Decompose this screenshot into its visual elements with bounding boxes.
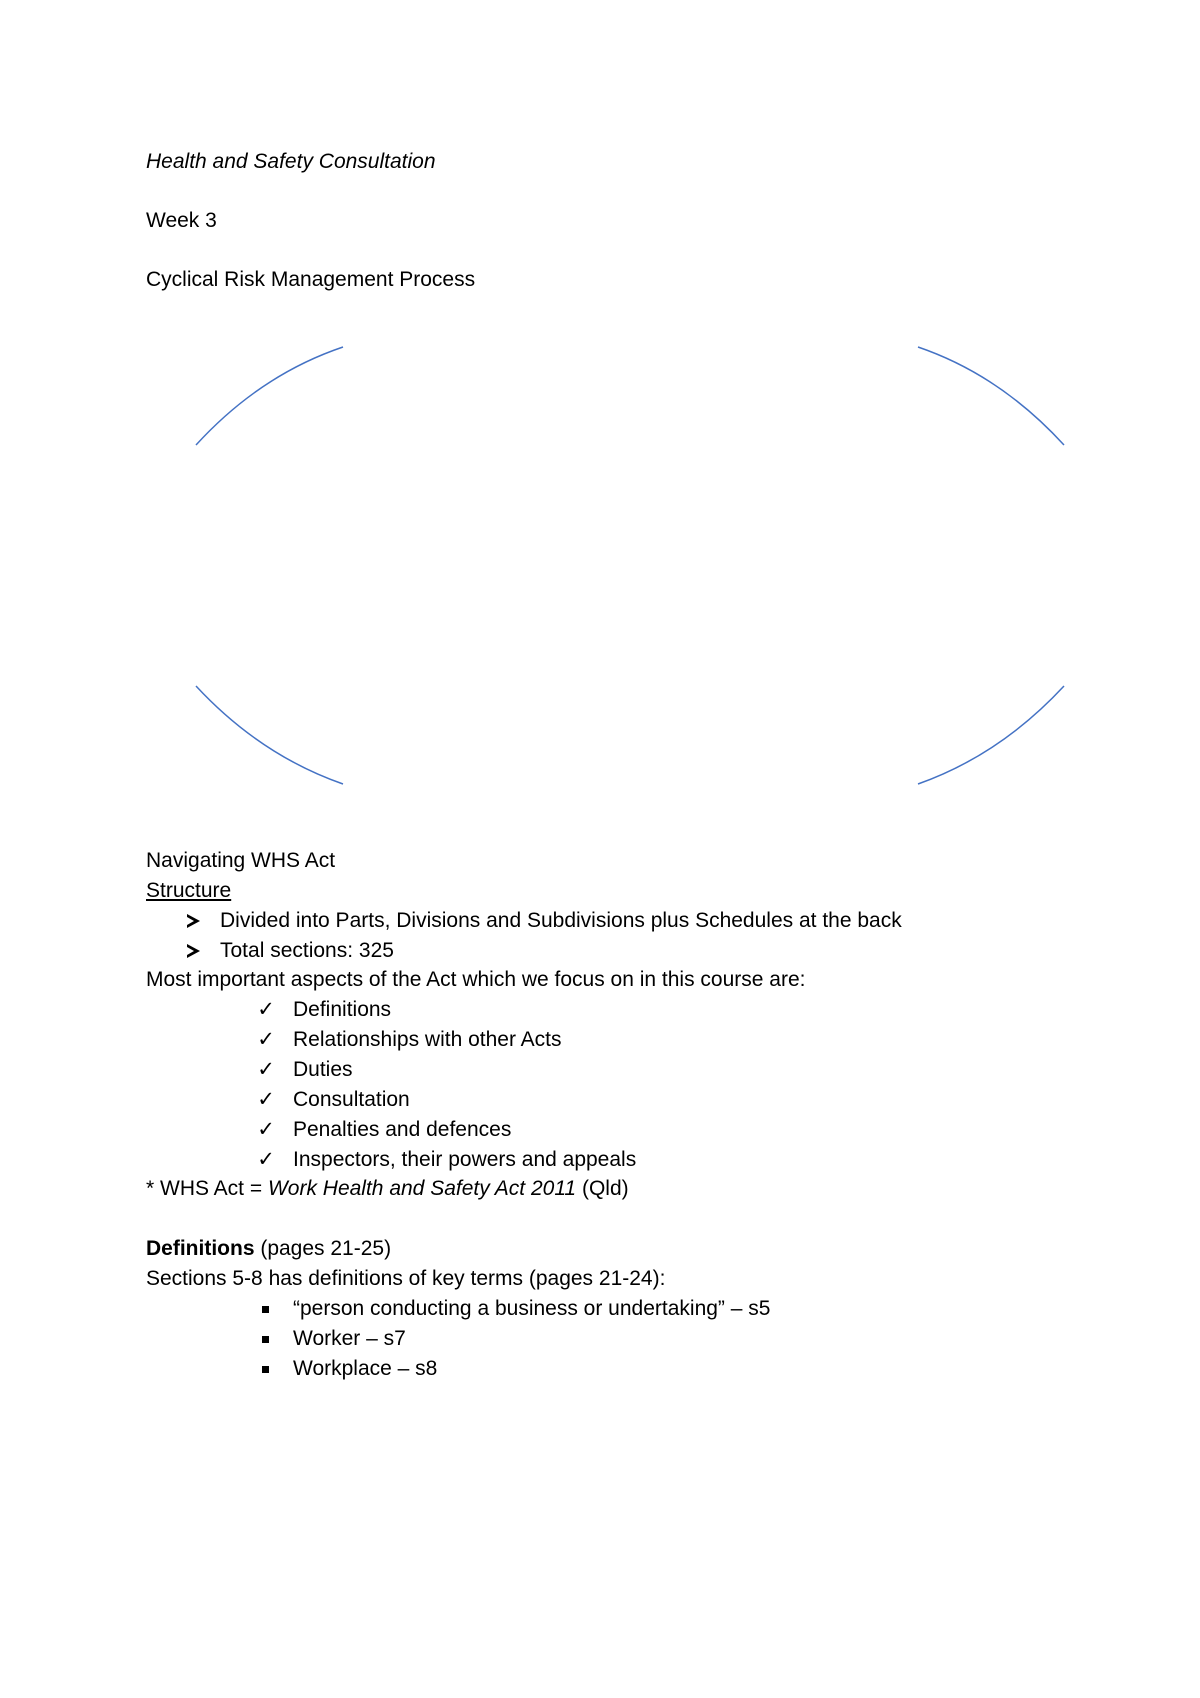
definitions-intro: Sections 5-8 has definitions of key terms (pages 21-24):	[146, 1267, 666, 1290]
definitions-heading	[146, 1236, 391, 1262]
cycle-arc-top-left	[196, 347, 343, 445]
checkmark-icon: ✓	[257, 1148, 275, 1171]
focus-item-text: Penalties and defences	[293, 1118, 512, 1141]
checkmark-icon: ✓	[257, 1118, 275, 1141]
footnote-suffix: (Qld)	[576, 1177, 629, 1200]
focus-item-text: Inspectors, their powers and appeals	[293, 1148, 637, 1171]
checkmark-icon: ✓	[257, 1028, 275, 1051]
checkmark-icon: ✓	[257, 1088, 275, 1111]
focus-item-text: Definitions	[293, 998, 392, 1021]
structure-item-text: Total sections: 325	[220, 939, 394, 962]
footnote-prefix: * WHS Act =	[146, 1177, 268, 1200]
navigating-heading: Navigating WHS Act	[146, 849, 336, 872]
footnote	[146, 1176, 629, 1202]
course-title: Health and Safety Consultation	[146, 150, 436, 173]
diagram-title: Cyclical Risk Management Process	[146, 268, 476, 291]
cycle-arc-bottom-right	[918, 686, 1064, 784]
definition-item-text: Worker – s7	[293, 1327, 406, 1350]
checkmark-icon: ✓	[257, 998, 275, 1021]
footnote-act-title: Work Health and Safety Act 2011	[267, 1177, 577, 1200]
focus-item-text: Duties	[293, 1058, 353, 1081]
cycle-arc-top-right	[918, 347, 1064, 445]
focus-intro: Most important aspects of the Act which we focus on in this course are:	[146, 968, 806, 991]
definitions-heading-bold: Definitions	[146, 1237, 255, 1260]
checkmark-icon: ✓	[257, 1058, 275, 1081]
structure-label: Structure	[146, 879, 232, 902]
definition-item-text: Workplace – s8	[293, 1357, 438, 1380]
focus-item-text: Relationships with other Acts	[293, 1028, 562, 1051]
definition-item-text: “person conducting a business or undertaking” – s5	[293, 1297, 771, 1320]
week-label: Week 3	[146, 209, 217, 232]
structure-item-text: Divided into Parts, Divisions and Subdivisions plus Schedules at the back	[220, 909, 902, 932]
definitions-heading-pages: (pages 21-25)	[254, 1237, 392, 1260]
focus-item-text: Consultation	[293, 1088, 410, 1111]
cycle-arc-bottom-left	[196, 686, 343, 784]
